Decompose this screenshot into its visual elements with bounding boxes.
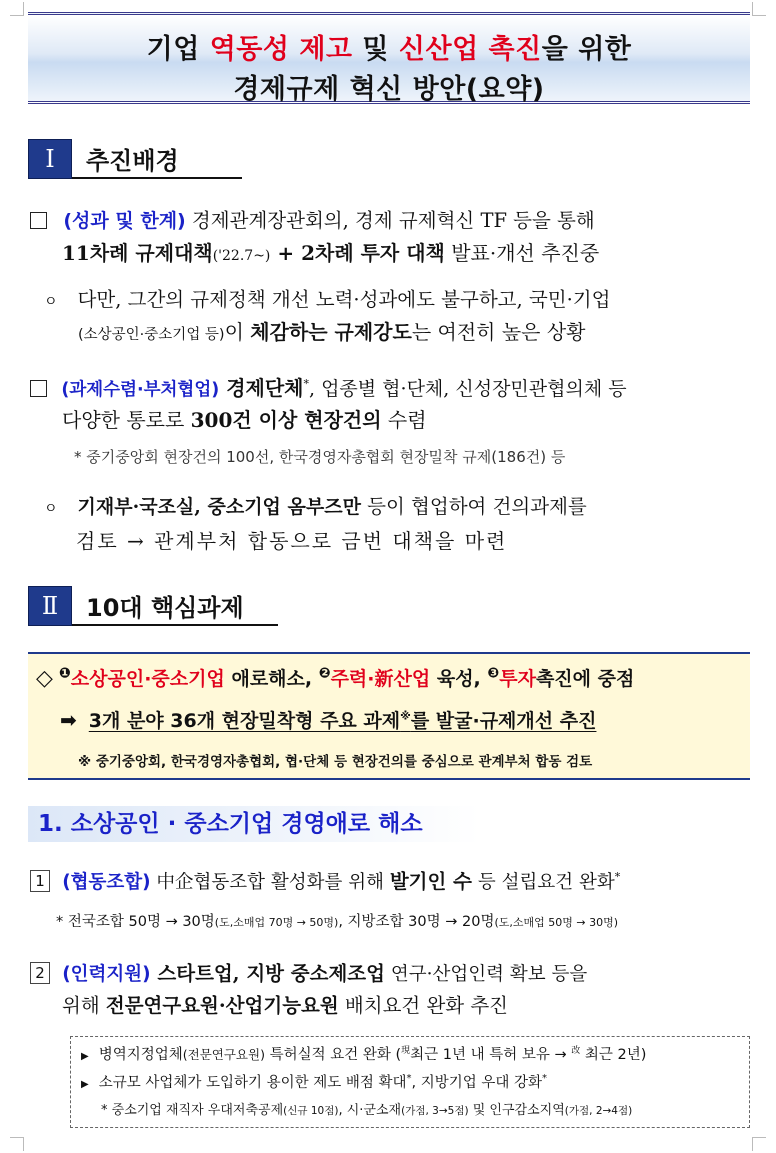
bullet-circle-icon: ㅇ [44,294,58,310]
small-text: ('22.7~) [212,248,271,264]
small-text: (신규 10점) [283,1105,339,1117]
checkbox-square-icon [30,212,47,229]
detail-text: 최근 1년 내 특허 보유 → [410,1047,572,1063]
bold-text: 전문연구요원·산업기능요원 [105,994,339,1017]
title-text: 및 [352,34,399,65]
title-highlight: 신산업 촉진 [398,34,542,65]
paragraph-line [62,404,427,433]
bold-text: + 2차례 투자 대책 [270,241,445,265]
detail-text: 및 인구감소지역 [468,1103,565,1118]
core-text: 3개 분야 36개 현장밀착형 주요 과제 [88,710,401,732]
core-text: 육성, [430,668,488,690]
paragraph-line [78,316,585,345]
checkbox-square-icon [30,380,47,397]
small-text: (도,소매업 50명 → 30명) [494,916,619,929]
bold-text: 체감하는 규제강도 [250,320,412,344]
detail-box [70,1036,750,1128]
core-summary-box [28,652,750,780]
paragraph-text: 배치요건 완화 추진 [338,994,509,1017]
small-text: (소상공인·중소기업 등) [78,327,225,343]
paragraph-label: (성과 및 한계) [63,210,186,232]
highlight-text: 주력·新산업 [330,668,431,690]
section-title: 10대 핵심과제 [72,586,278,626]
bold-text: 스타트업, 지방 중소제조업 [150,962,385,985]
footnote-marker: * [406,1073,412,1085]
paragraph-label: (협동조합) [62,872,151,893]
paragraph-label: (인력지원) [62,964,151,985]
core-line-2 [60,706,596,733]
footnote-marker: * [303,377,309,391]
page-corner-mark [752,2,766,16]
footnote-marker: * [614,870,621,884]
highlight-text: 소상공인·중소기업 [70,668,225,690]
bold-text: 11차례 규제대책 [62,241,213,265]
footnote: * 중기중앙회 현장건의 100선, 한국경영자총협회 현장밀착 규제(186건) 등 [74,448,566,466]
paragraph-text: 이 [224,320,251,344]
title-banner [28,12,750,104]
paragraph-text: , 업종별 협·단체, 신성장민관협의체 등 [309,378,627,400]
small-text: (전문연구요원) [182,1047,265,1062]
paragraph-text: 등 설립요건 완화 [471,872,615,893]
bold-text: 300건 이상 현장건의 [190,408,382,432]
numbered-box-icon: 1 [30,870,50,892]
title-text: 을 위한 [541,34,632,65]
detail-note [101,1099,632,1118]
paragraph-line [30,205,595,233]
paragraph-text: 는 여전히 높은 상황 [411,320,586,344]
footnote-text: * 전국조합 50명 → 30명 [56,914,215,930]
triangle-bullet-icon: ▶ [81,1079,89,1090]
section-header-2 [28,586,278,626]
section-header-1 [28,139,242,179]
paragraph-text: 다만, 그간의 규제정책 개선 노력·성과에도 불구하고, 국민·기업 [77,288,611,311]
core-text: 를 발굴·규제개선 추진 [410,710,597,732]
detail-text: , 지방기업 우대 강화 [411,1075,542,1091]
paragraph-line [62,237,599,266]
number-badge-icon: ❸ [487,665,500,682]
small-text: (도,소매업 70명 → 50명) [214,916,339,929]
paragraph-text: 수렴 [381,408,427,432]
paragraph-line [30,866,620,894]
paragraph-text: 연구·산업인력 확보 등을 [384,964,588,985]
paragraph-text: 위해 [62,994,106,1017]
small-text: 改 [571,1046,581,1057]
small-text: (가점, 3→5점) [401,1105,469,1117]
paragraph-line [30,372,627,401]
detail-text: 소규모 사업체가 도입하기 용이한 제도 배점 확대 [98,1075,407,1091]
footnote-text: , 지방조합 30명 → 20명 [338,914,495,930]
diamond-icon: ◇ [36,666,53,691]
page-corner-mark [10,1137,24,1151]
paragraph-text: 경제관계장관회의, 경제 규제혁신 TF 등을 통해 [185,209,595,232]
detail-text: * 중소기업 재직자 우대저축공제 [101,1103,284,1118]
section-number: Ⅰ [28,139,72,179]
paragraph-text: 발표·개선 추진중 [444,241,600,265]
title-line-1 [28,27,750,66]
subsection-title: 1. 소상공인 · 중소기업 경영애로 해소 [28,806,480,842]
detail-text: 병역지정업체 [98,1047,183,1063]
core-note: ※ 중기중앙회, 한국경영자총협회, 협·단체 등 현장건의를 중심으로 관계부처 합동 검토 [78,754,593,770]
core-text: 애로해소, [224,668,319,690]
footnote-marker: ※ [400,709,411,723]
bold-text: 발기인 수 [389,870,472,893]
bullet-circle-icon: ㅇ [44,501,58,517]
title-text: 기업 [146,34,210,65]
number-badge-icon: ❷ [318,665,331,682]
paragraph-text: 등이 협업하여 건의과제를 [360,495,587,518]
bold-text: 경제단체 [219,376,304,400]
section-title: 추진배경 [72,139,242,179]
paragraph-line [44,284,610,312]
detail-line [81,1043,646,1064]
title-highlight: 역동성 제고 [209,34,353,65]
page-corner-mark [752,1137,766,1151]
detail-text: 최근 2년) [580,1047,647,1063]
bold-text: 기재부·국조실, 중소기업 옴부즈만 [77,496,361,518]
arrow-right-icon: ➡ [60,708,77,732]
title-line-2: 경제규제 혁신 방안(요약) [233,74,545,105]
paragraph-line: 검토 → 관계부처 합동으로 금번 대책을 마련 [76,529,508,553]
paragraph-text: 다양한 통로로 [62,408,191,432]
paragraph-text: 中企협동조합 활성화를 위해 [150,872,390,893]
core-text: 촉진 [535,668,573,690]
paragraph-label: (과제수렴·부처협업) [61,380,220,400]
page-corner-mark [10,2,24,16]
triangle-bullet-icon: ▶ [81,1051,89,1062]
core-underlined [89,710,597,732]
number-badge-icon: ❶ [58,665,71,682]
highlight-text: 투자 [499,668,536,690]
small-text: (가점, 2→4점) [564,1105,633,1117]
paragraph-line [44,491,587,519]
section-number: Ⅱ [28,586,72,626]
core-text: 에 중점 [572,668,635,690]
numbered-box-icon: 2 [30,962,50,984]
core-line-1 [36,664,634,691]
detail-text: , 시·군소재 [338,1103,402,1118]
paragraph-line [30,958,587,986]
paragraph-line [62,990,508,1018]
footnote [56,910,618,931]
small-text: 現 [401,1046,411,1057]
detail-line [81,1071,547,1092]
footnote-marker: * [542,1073,547,1085]
detail-text: 특허실적 요건 완화 ( [264,1047,402,1063]
